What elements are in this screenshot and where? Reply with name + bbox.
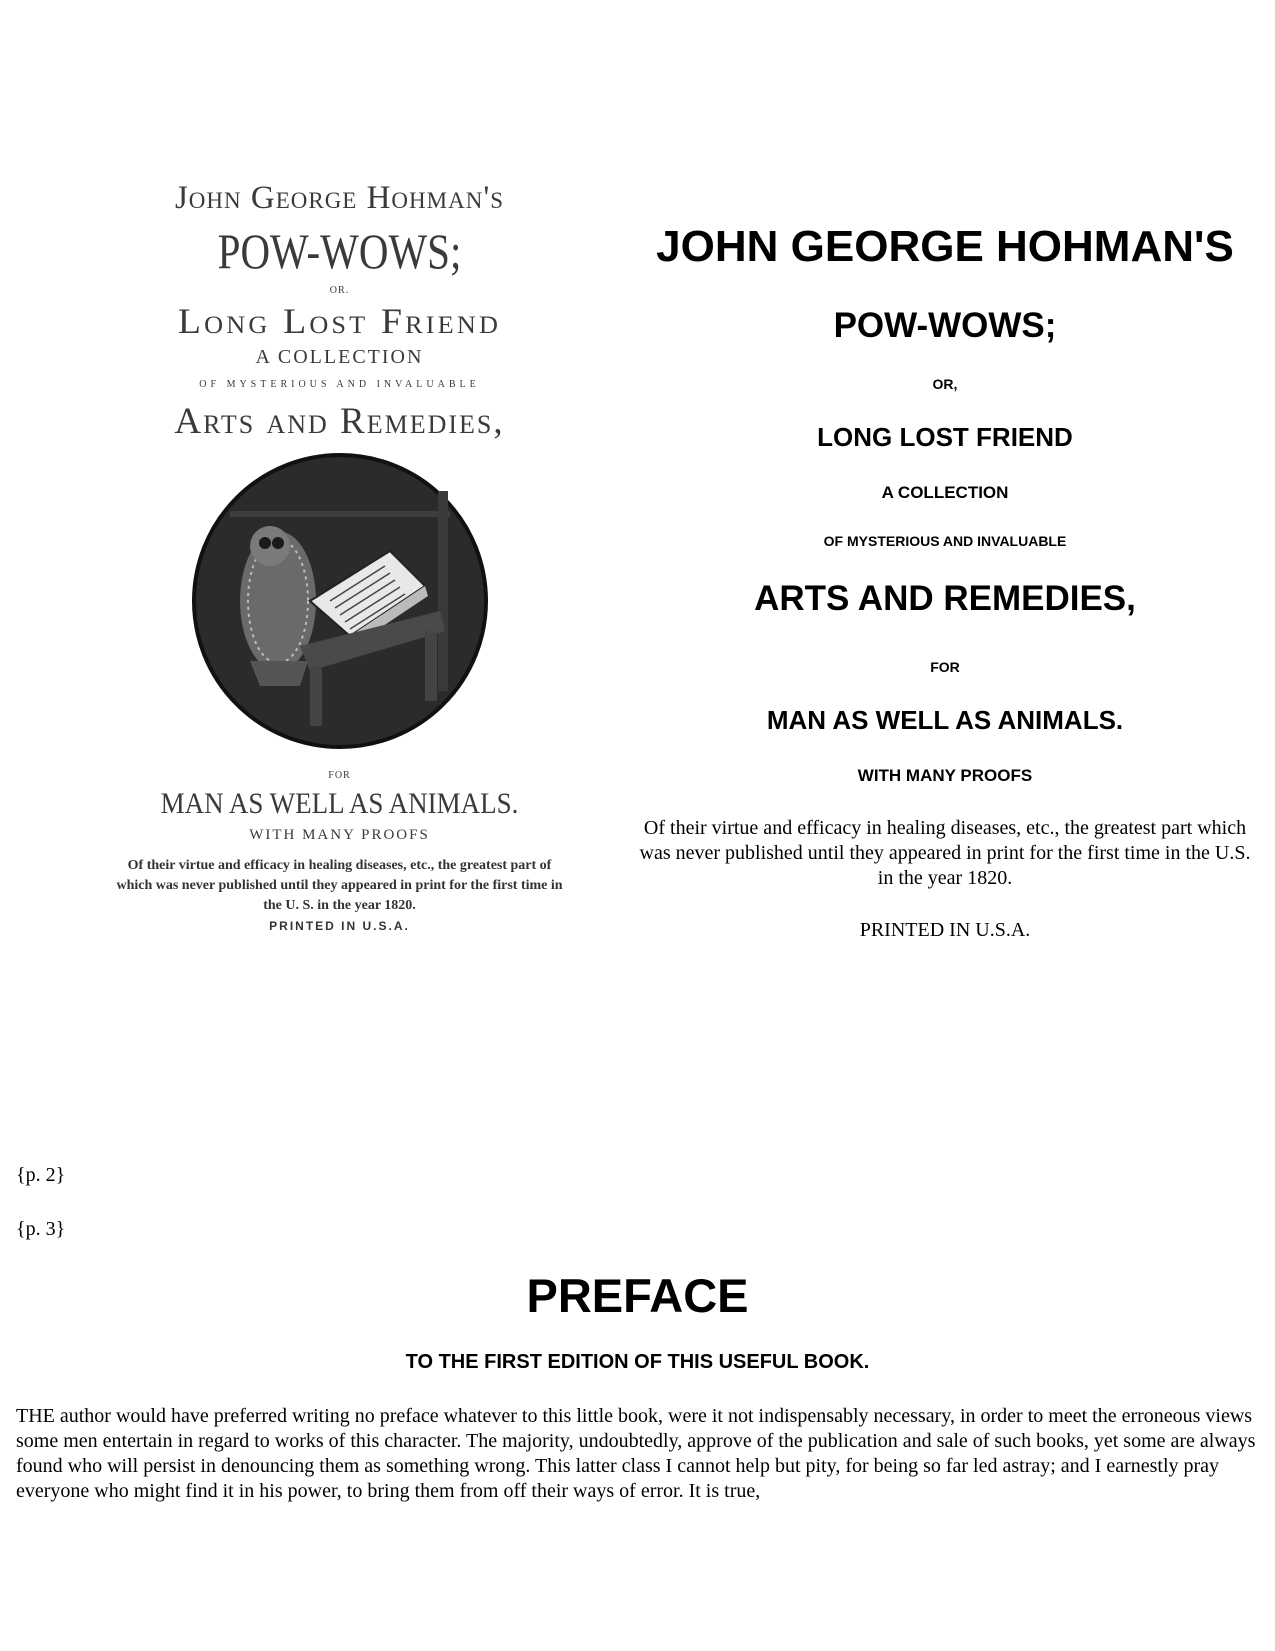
scan-printed: PRINTED IN U.S.A.: [269, 919, 410, 933]
preface-heading: PREFACE: [526, 1269, 749, 1322]
title-man: MAN AS WELL AS ANIMALS.: [766, 705, 1124, 735]
page-marker-3: {p. 3}: [16, 1218, 66, 1240]
title-mysterious: OF MYSTERIOUS AND INVALUABLE: [823, 533, 1067, 549]
scan-for: FOR: [328, 770, 351, 781]
scan-description-text: Of their virtue and efficacy in healing diseases, etc., the greatest part of which was never published until they appeared in print for the first time in the U. S. in the year 1820.: [116, 858, 563, 913]
title-subtitle: LONG LOST FRIEND: [817, 422, 1073, 452]
scan-mysterious: OF MYSTERIOUS AND INVALUABLE: [199, 379, 480, 390]
title-printed: PRINTED IN U.S.A.: [859, 919, 1031, 941]
scan-title: POW-WOWS;: [217, 223, 462, 279]
scan-or: OR.: [329, 285, 350, 296]
scan-subtitle: Long Lost Friend: [177, 301, 502, 341]
owl-and-book-vignette-icon: [190, 451, 490, 751]
scan-description: [115, 856, 565, 937]
title-description: Of their virtue and efficacy in healing diseases, etc., the greatest part which was never published until they appeared in print for the first time in the U.S. in the year 1820.: [639, 817, 1251, 889]
title-author: JOHN GEORGE HOHMAN'S: [656, 222, 1234, 271]
scan-arts: Arts and Remedies,: [174, 401, 505, 442]
title-main: POW-WOWS;: [833, 306, 1057, 345]
title-or: OR,: [932, 376, 958, 392]
scan-author: John George Hohman's: [174, 180, 505, 216]
preface-subheading: TO THE FIRST EDITION OF THIS USEFUL BOOK.: [405, 1351, 870, 1373]
page-marker-2: {p. 2}: [16, 1164, 66, 1186]
scan-collection: A COLLECTION: [255, 346, 424, 368]
preface-body: THE author would have preferred writing no preface whatever to this little book, were it not indispensably necessary, in order to meet the erroneous views some men entertain in regard to works of this character. The majority, undoubtedly, approve of the publication and sale of such books, yet some are always found who will persist in denouncing them as something wrong. This latter class I cannot help but pity, for being so far led astray; and I earnestly pray everyone who might find it in his power, to bring them from off their ways of error. It is true,: [16, 1405, 1256, 1502]
title-proofs: WITH MANY PROOFS: [857, 766, 1033, 785]
scan-man: MAN AS WELL AS ANIMALS.: [160, 787, 519, 820]
title-page: [635, 220, 1255, 942]
title-for: FOR: [930, 659, 960, 675]
title-arts: ARTS AND REMEDIES,: [754, 579, 1136, 618]
scan-proofs: WITH MANY PROOFS: [249, 827, 430, 843]
scanned-title-page: [92, 170, 587, 937]
title-collection: A COLLECTION: [881, 483, 1009, 502]
